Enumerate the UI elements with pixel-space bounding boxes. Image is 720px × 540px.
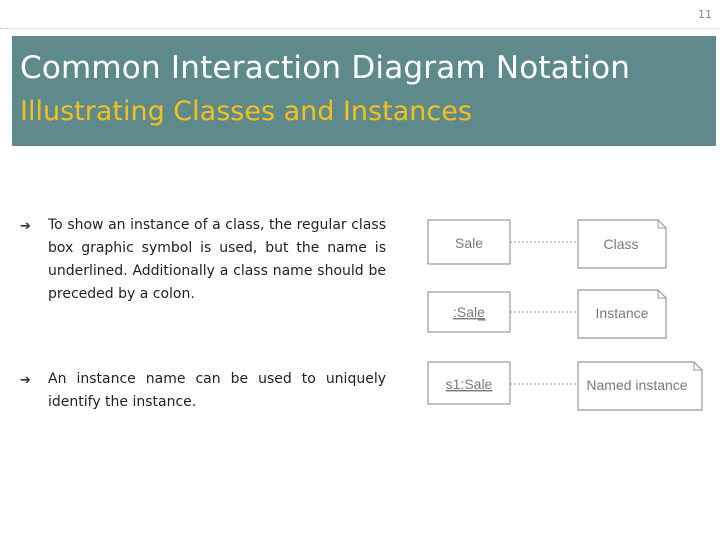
arrow-right-icon: ➔ [20,218,31,233]
class-box-label: Sale [454,235,484,251]
named-instance-box-label: s1:Sale [445,376,493,392]
note-label: Named instance [586,377,688,393]
note-label: Instance [595,305,649,321]
instance-box-label: :Sale [453,304,485,320]
page-number: 11 [698,8,712,21]
bullet-item [20,368,386,414]
note-label: Class [603,236,639,252]
diagram-row-class [428,220,666,268]
bullet-item [20,214,386,306]
bullet-text: An instance name can be used to uniquely identify the instance. [48,371,386,410]
bullet-text: To show an instance of a class, the regular class box graphic symbol is used, but the name is underlined. Additionally a class name should be preceded by a colon. [48,217,386,302]
slide-title: Common Interaction Diagram Notation [20,50,631,86]
uml-notation-diagram [420,190,720,430]
diagram-row-named-instance [428,362,702,410]
top-divider [0,28,720,29]
diagram-row-instance [428,290,666,338]
slide-subtitle: Illustrating Classes and Instances [20,96,472,127]
arrow-right-icon: ➔ [20,372,31,387]
